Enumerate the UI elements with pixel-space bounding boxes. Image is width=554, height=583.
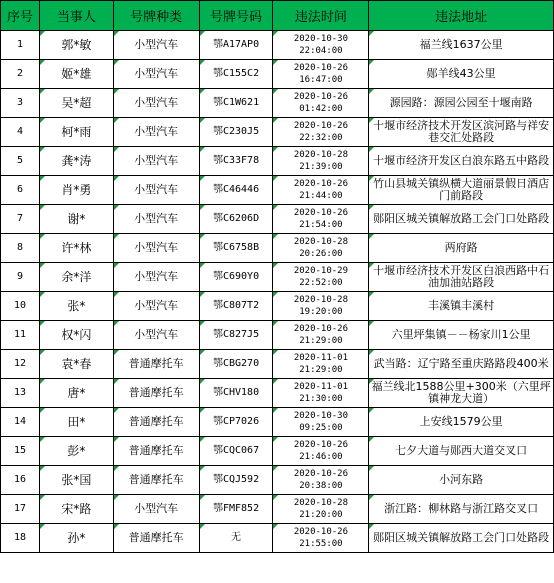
cell-index: 16: [1, 466, 40, 495]
cell-plate-number: 鄂A17AP0: [199, 31, 273, 60]
cell-plate-type: 普通摩托车: [113, 524, 199, 553]
cell-plate-type: 普通摩托车: [113, 379, 199, 408]
cell-party: 孙*: [39, 524, 113, 553]
cell-party: 柯*雨: [39, 118, 113, 147]
cell-violation-address: 郧羊线43公里: [369, 60, 554, 89]
cell-plate-number: 鄂C690Y0: [199, 263, 273, 292]
cell-party: 吴*超: [39, 89, 113, 118]
cell-violation-address: 竹山县城关镇纵横大道丽景假日酒店门前路段: [369, 176, 554, 205]
cell-violation-address: 丰溪镇丰溪村: [369, 292, 554, 321]
cell-party: 肖*勇: [39, 176, 113, 205]
cell-party: 田*: [39, 408, 113, 437]
cell-violation-address: 郧阳区城关镇解放路工会门口处路段: [369, 524, 554, 553]
table-row: [1, 466, 554, 495]
cell-plate-number: 鄂CP7026: [199, 408, 273, 437]
cell-index: 18: [1, 524, 40, 553]
cell-plate-type: 小型汽车: [113, 118, 199, 147]
cell-violation-address: 武当路：辽宁路至重庆路路段400米: [369, 350, 554, 379]
cell-index: 14: [1, 408, 40, 437]
table-row: [1, 321, 554, 350]
cell-index: 15: [1, 437, 40, 466]
cell-violation-address: 郧阳区城关镇解放路工会门口处路段: [369, 205, 554, 234]
cell-violation-time: 2020-11-01 21:29:00: [273, 350, 369, 379]
cell-plate-number: 鄂CHV180: [199, 379, 273, 408]
table-row: [1, 350, 554, 379]
cell-plate-type: 小型汽车: [113, 176, 199, 205]
cell-index: 1: [1, 31, 40, 60]
cell-party: 郭*敏: [39, 31, 113, 60]
cell-violation-address: 七夕大道与郧西大道交叉口: [369, 437, 554, 466]
table-row: [1, 408, 554, 437]
cell-index: 7: [1, 205, 40, 234]
cell-index: 17: [1, 495, 40, 524]
cell-plate-number: 无: [199, 524, 273, 553]
cell-plate-type: 普通摩托车: [113, 466, 199, 495]
cell-violation-time: 2020-10-29 22:52:00: [273, 263, 369, 292]
table-row: [1, 60, 554, 89]
cell-index: 3: [1, 89, 40, 118]
cell-violation-address: 六里坪集镇－－杨家川1公里: [369, 321, 554, 350]
cell-plate-type: 小型汽车: [113, 205, 199, 234]
cell-violation-time: 2020-10-26 21:55:00: [273, 524, 369, 553]
table-row: [1, 495, 554, 524]
table-row: [1, 263, 554, 292]
cell-violation-address: 十堰市经济开发区白浪东路五中路段: [369, 147, 554, 176]
table-row: [1, 89, 554, 118]
table-row: [1, 147, 554, 176]
header-party: 当事人: [39, 1, 113, 31]
cell-violation-time: 2020-10-26 16:47:00: [273, 60, 369, 89]
cell-index: 4: [1, 118, 40, 147]
table-row: [1, 524, 554, 553]
cell-plate-number: 鄂C827J5: [199, 321, 273, 350]
cell-violation-time: 2020-10-26 21:44:00: [273, 176, 369, 205]
cell-plate-number: 鄂CQC067: [199, 437, 273, 466]
cell-plate-number: 鄂FMF852: [199, 495, 273, 524]
table-row: [1, 118, 554, 147]
table-row: [1, 205, 554, 234]
cell-party: 许*林: [39, 234, 113, 263]
cell-plate-number: 鄂C6206D: [199, 205, 273, 234]
cell-violation-time: 2020-10-26 21:29:00: [273, 321, 369, 350]
cell-violation-time: 2020-10-26 21:54:00: [273, 205, 369, 234]
cell-plate-type: 小型汽车: [113, 89, 199, 118]
cell-plate-type: 小型汽车: [113, 147, 199, 176]
cell-plate-number: 鄂C155C2: [199, 60, 273, 89]
cell-party: 彭*: [39, 437, 113, 466]
cell-party: 张*国: [39, 466, 113, 495]
cell-plate-number: 鄂C230J5: [199, 118, 273, 147]
cell-index: 2: [1, 60, 40, 89]
cell-party: 谢*: [39, 205, 113, 234]
header-violation-time: 违法时间: [273, 1, 369, 31]
cell-index: 8: [1, 234, 40, 263]
header-row: [1, 1, 554, 31]
cell-party: 姬*雄: [39, 60, 113, 89]
cell-plate-number: 鄂C46446: [199, 176, 273, 205]
table-row: [1, 234, 554, 263]
table-row: [1, 292, 554, 321]
cell-plate-type: 小型汽车: [113, 292, 199, 321]
cell-index: 10: [1, 292, 40, 321]
cell-party: 龚*涛: [39, 147, 113, 176]
cell-plate-number: 鄂C1W621: [199, 89, 273, 118]
cell-violation-time: 2020-10-26 01:42:00: [273, 89, 369, 118]
cell-plate-type: 小型汽车: [113, 31, 199, 60]
cell-violation-time: 2020-10-30 09:25:00: [273, 408, 369, 437]
cell-violation-address: 上安线1579公里: [369, 408, 554, 437]
table-row: [1, 379, 554, 408]
cell-index: 6: [1, 176, 40, 205]
cell-violation-time: 2020-10-26 21:46:00: [273, 437, 369, 466]
cell-violation-time: 2020-10-30 22:04:00: [273, 31, 369, 60]
cell-index: 13: [1, 379, 40, 408]
cell-violation-address: 小河东路: [369, 466, 554, 495]
cell-party: 宋*路: [39, 495, 113, 524]
cell-index: 9: [1, 263, 40, 292]
cell-plate-type: 普通摩托车: [113, 408, 199, 437]
cell-violation-address: 十堰市经济技术开发区白浪西路中石油加油站路段: [369, 263, 554, 292]
table-row: [1, 31, 554, 60]
cell-plate-type: 小型汽车: [113, 495, 199, 524]
cell-violation-address: 十堰市经济技术开发区滨河路与祥安巷交汇处路段: [369, 118, 554, 147]
table-row: [1, 176, 554, 205]
cell-plate-number: 鄂CQJ592: [199, 466, 273, 495]
cell-plate-number: 鄂CBG270: [199, 350, 273, 379]
cell-plate-number: 鄂C6758B: [199, 234, 273, 263]
cell-violation-time: 2020-10-26 22:32:00: [273, 118, 369, 147]
cell-violation-address: 浙江路：柳林路与浙江路交叉口: [369, 495, 554, 524]
cell-plate-type: 小型汽车: [113, 60, 199, 89]
cell-violation-address: 福兰线北1588公里+300米（六里坪镇神龙大道）: [369, 379, 554, 408]
header-index: 序号: [1, 1, 40, 31]
cell-violation-address: 福兰线1637公里: [369, 31, 554, 60]
table-row: [1, 437, 554, 466]
cell-violation-time: 2020-10-26 20:38:00: [273, 466, 369, 495]
cell-plate-type: 普通摩托车: [113, 437, 199, 466]
header-plate-type: 号牌种类: [113, 1, 199, 31]
cell-party: 唐*: [39, 379, 113, 408]
cell-plate-type: 普通摩托车: [113, 350, 199, 379]
cell-index: 5: [1, 147, 40, 176]
cell-plate-number: 鄂C33F78: [199, 147, 273, 176]
cell-party: 张*: [39, 292, 113, 321]
cell-party: 余*洋: [39, 263, 113, 292]
cell-violation-time: 2020-10-28 21:39:00: [273, 147, 369, 176]
cell-violation-address: 源园路：源园公园至十堰南路: [369, 89, 554, 118]
cell-violation-address: 两府路: [369, 234, 554, 263]
cell-index: 11: [1, 321, 40, 350]
cell-plate-type: 小型汽车: [113, 263, 199, 292]
cell-plate-number: 鄂C807T2: [199, 292, 273, 321]
cell-plate-type: 小型汽车: [113, 321, 199, 350]
cell-violation-time: 2020-10-28 19:20:00: [273, 292, 369, 321]
cell-violation-time: 2020-10-28 20:26:00: [273, 234, 369, 263]
cell-party: 权*闪: [39, 321, 113, 350]
cell-index: 12: [1, 350, 40, 379]
cell-plate-type: 小型汽车: [113, 234, 199, 263]
header-plate-number: 号牌号码: [199, 1, 273, 31]
cell-violation-time: 2020-10-28 21:20:00: [273, 495, 369, 524]
cell-party: 袁*春: [39, 350, 113, 379]
header-violation-address: 违法地址: [369, 1, 554, 31]
cell-violation-time: 2020-11-01 21:30:00: [273, 379, 369, 408]
